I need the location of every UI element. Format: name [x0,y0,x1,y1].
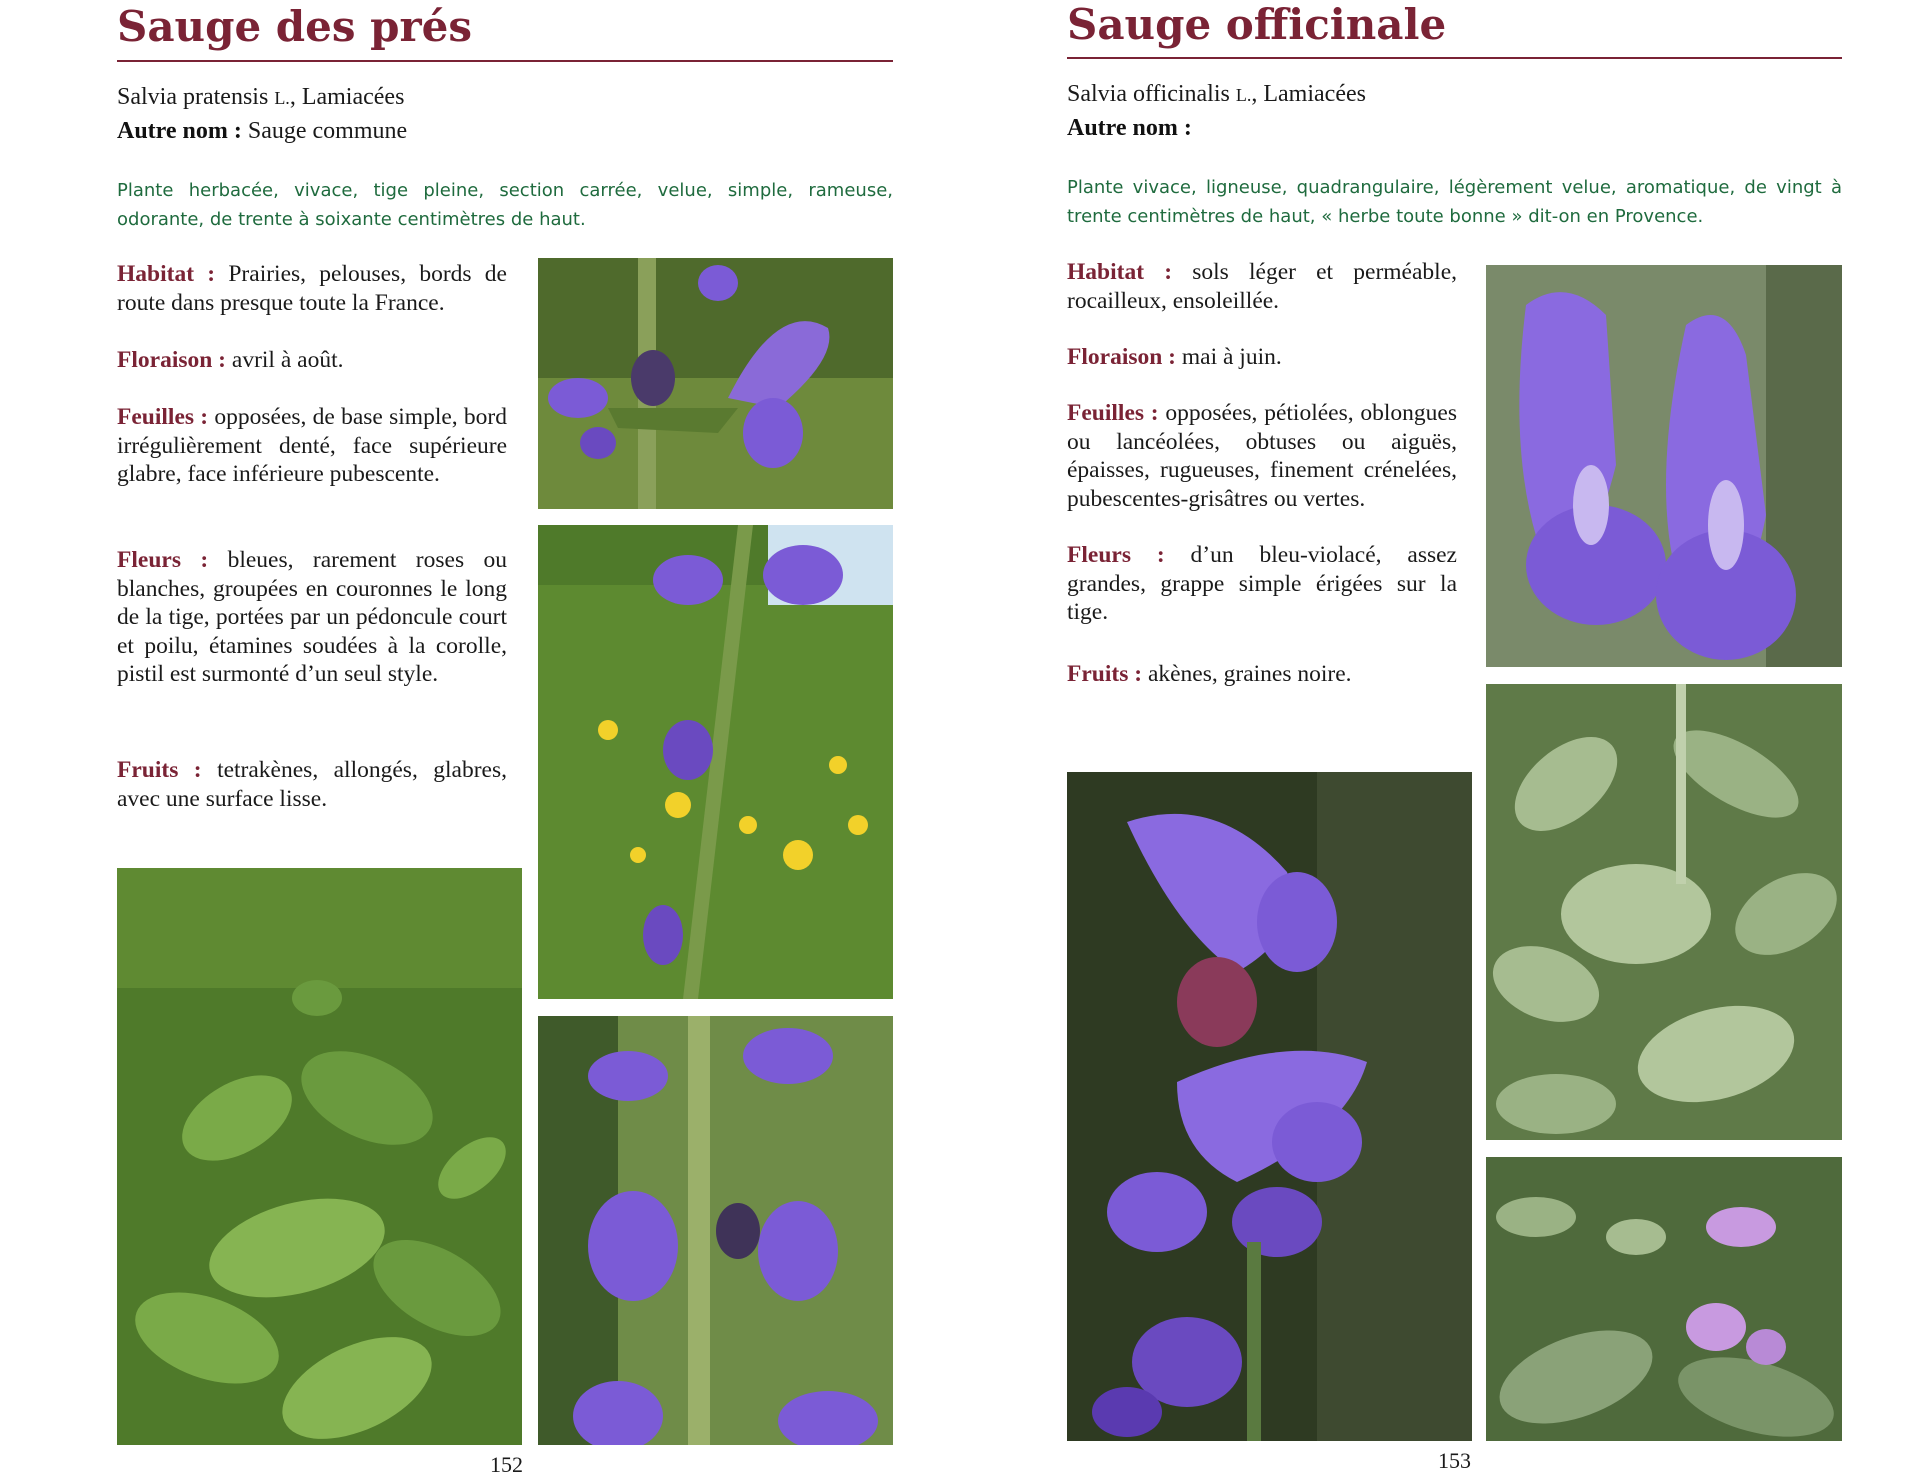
floraison-label: Floraison : [117,347,227,373]
habitat-text: Prairies, pelouses, bords de route dans presque toute la France. [117,261,507,316]
floraison-section [117,346,507,375]
latin-name: Salvia officinalis [1067,81,1230,107]
other-name-label: Autre nom : [1067,115,1192,141]
floraison-section [1067,343,1457,372]
fleurs-text: bleues, rarement roses ou blanches, groupées en couronnes le long de la tige, portées par un pédoncule court et poilu, étamines soudées à la corolle, pistil est surmonté d’un seul style. [117,547,507,687]
pink-flowers-photo [1486,1157,1842,1441]
right-page [960,0,1920,1473]
habitat-section [117,260,507,317]
intro-text: Plante herbacée, vivace, tige pleine, section carrée, velue, simple, rameuse, odorante, de trente à soixante centimètres de haut. [117,180,893,230]
family-name: , Lamiacées [289,84,405,110]
other-name-line [1067,115,1192,142]
left-page [0,0,960,1477]
fleurs-section [1067,541,1457,627]
author-abbrev: L. [1235,85,1252,105]
fleurs-section [117,546,507,689]
floraison-label: Floraison : [1067,344,1177,370]
habitat-section [1067,258,1457,315]
feuilles-section [1067,399,1457,513]
page-title: Sauge officinale [1067,0,1447,49]
floraison-text: avril à août. [226,347,344,373]
intro-text: Plante vivace, ligneuse, quadrangulaire, légèrement velue, aromatique, de vingt à trente centimètres de haut, « herbe toute bonne » dit-on en Provence. [1067,177,1842,227]
fleurs-label: Fleurs : [1067,542,1165,568]
floraison-text: mai à juin. [1176,344,1282,370]
fruits-section [1067,660,1457,689]
page-number: 153 [1438,1448,1471,1473]
latin-name-line [1067,81,1366,108]
other-name: Sauge commune [241,118,408,144]
page-number: 152 [490,1452,523,1477]
feuilles-text: opposées, de base simple, bord irrégulièrement denté, face supérieure glabre, face inférieure pubescente. [117,404,508,487]
flower-spike-photo [538,1016,893,1445]
feuilles-section [117,403,507,489]
feuilles-label: Feuilles : [117,404,209,430]
title-rule [117,60,893,62]
fruits-section [117,756,507,813]
flower-spike-photo [1067,772,1472,1441]
meadow-flowers-photo [538,525,893,999]
habitat-label: Habitat : [1067,259,1173,285]
fruits-text: akènes, graines noire. [1142,661,1352,687]
habitat-label: Habitat : [117,261,216,287]
fruits-label: Fruits : [1067,661,1143,687]
latin-name-line [117,84,404,111]
other-name-line [117,118,407,145]
family-name: , Lamiacées [1251,81,1366,107]
fruits-label: Fruits : [117,757,202,783]
fruits-text: tetrakènes, allongés, glabres, avec une surface lisse. [117,757,507,812]
other-name-label: Autre nom : [117,118,242,144]
leaves-rosette-photo [117,868,522,1445]
fleurs-label: Fleurs : [117,547,209,573]
author-abbrev: L. [274,88,290,108]
flower-closeup-photo [538,258,893,509]
fleurs-text: d’un bleu-violacé, assez grandes, grappe simple érigées sur la tige. [1067,542,1457,625]
sage-leaves-photo [1486,684,1842,1140]
latin-name: Salvia pratensis [117,84,269,110]
flower-closeup-photo [1486,265,1842,667]
habitat-text: sols léger et perméable, rocailleux, ensoleillée. [1067,259,1457,314]
feuilles-label: Feuilles : [1067,400,1159,426]
feuilles-text: opposées, pétiolées, oblongues ou lancéolées, obtuses ou aiguës, épaisses, rugueuses, finement crénelées, pubescentes-grisâtres ou vertes. [1067,400,1457,512]
page-title: Sauge des prés [117,2,473,51]
title-rule [1067,57,1842,59]
